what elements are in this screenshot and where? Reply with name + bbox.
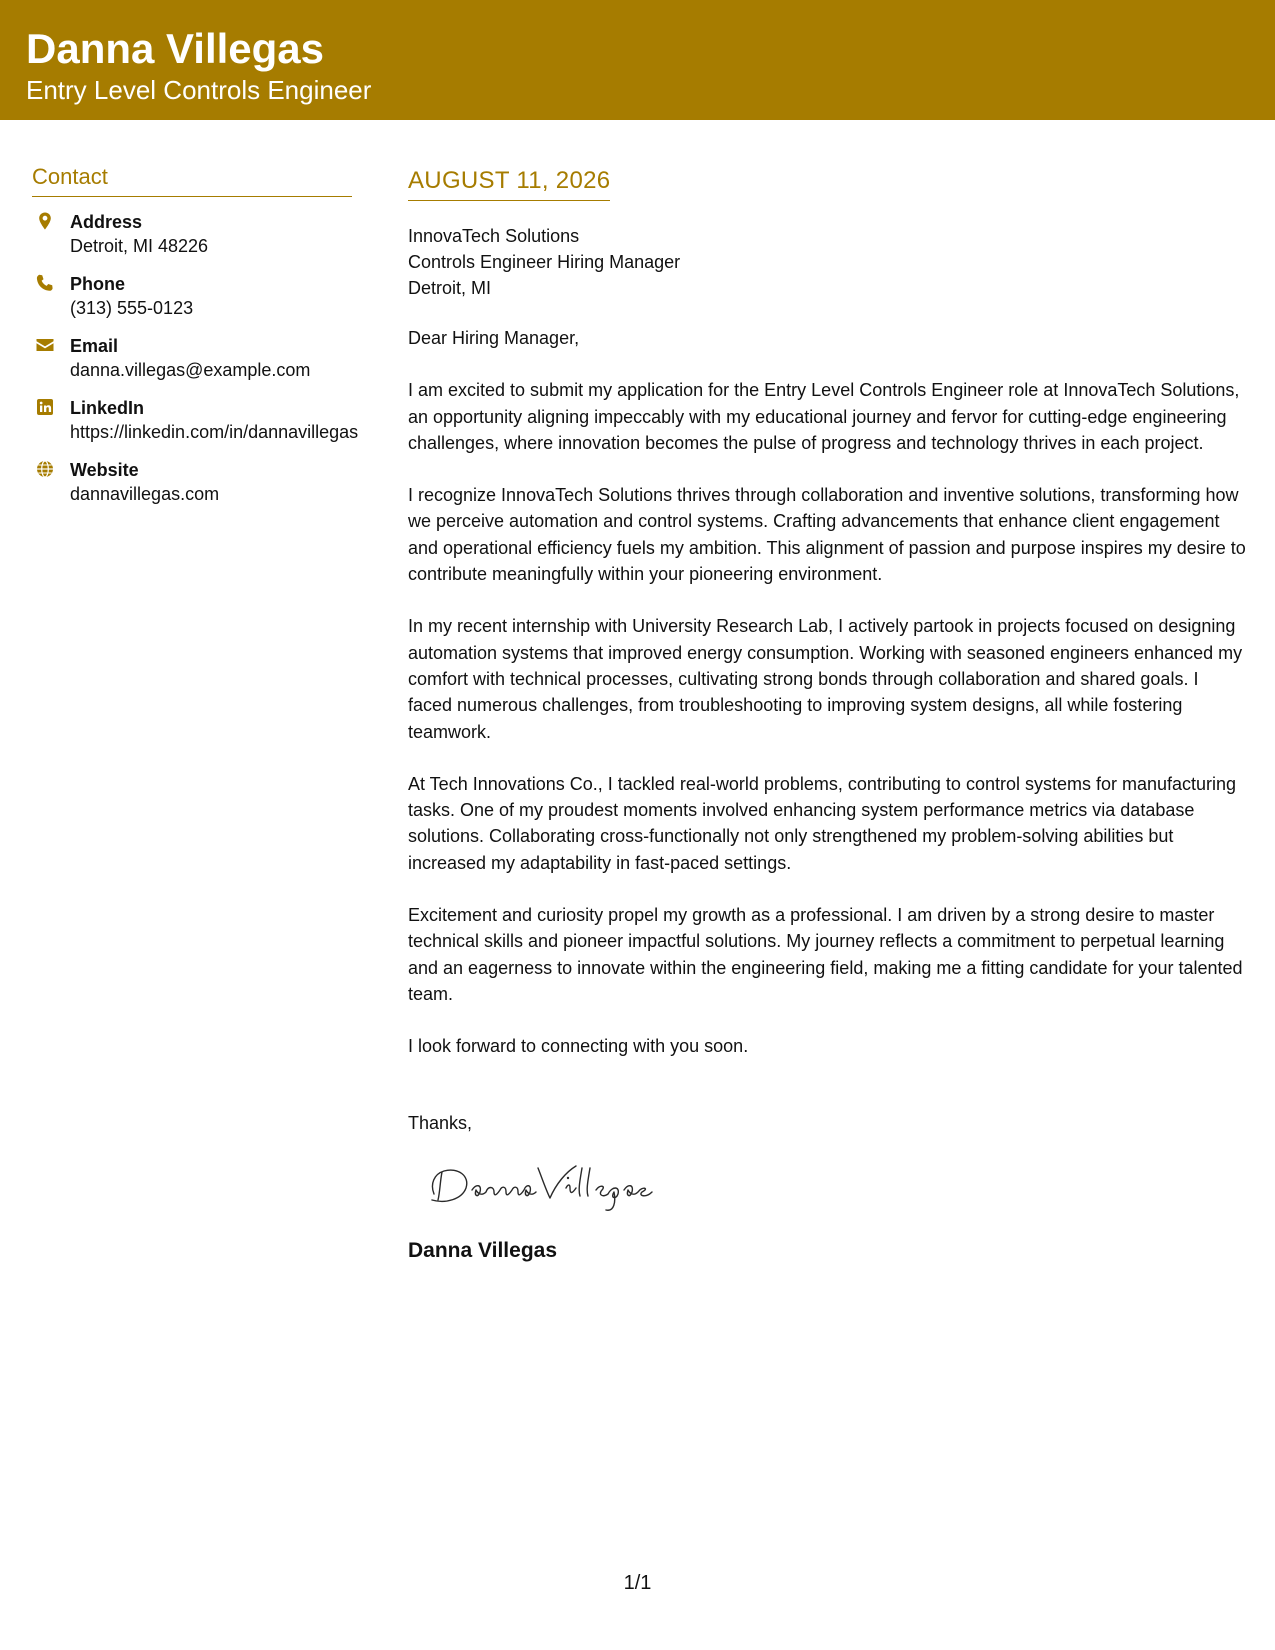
contact-value: (313) 555-0123 (70, 298, 194, 318)
page-number: 1/1 (623, 1572, 652, 1594)
linkedin-icon (35, 397, 55, 417)
contact-value: Detroit, MI 48226 (70, 236, 209, 256)
header-banner (0, 0, 1275, 120)
recipient-company: InnovaTech Solutions (408, 226, 580, 246)
contact-phone (32, 272, 352, 321)
recipient-block (408, 223, 1246, 301)
contact-label: Address (70, 212, 143, 232)
contact-section-title: Contact (32, 162, 352, 197)
contact-label: Email (70, 336, 119, 356)
contact-value: https://linkedin.com/in/dannavillegas (70, 422, 359, 442)
contact-sidebar (32, 162, 359, 507)
letter-paragraph: In my recent internship with University Research Lab, I actively partook in projects focused on designing automation systems that improved energy consumption. Working with seasoned engineers enhanced my comfort with technical processes, cultivating strong bonds through collaboration and shared goals. I faced numerous challenges, from troubleshooting to improving system designs, all while fostering teamwork. (408, 616, 1243, 742)
contact-address (32, 210, 352, 259)
phone-icon (35, 273, 55, 293)
letter-paragraph: I am excited to submit my application for the Entry Level Controls Engineer role at InnovaTech Solutions, an opportunity aligning impeccably with my educational journey and fervor for cutting-edge engineering challenges, where innovation becomes the pulse of progress and technology thrives in each project. (408, 380, 1240, 453)
contact-email (32, 334, 352, 383)
letter-paragraph: I look forward to connecting with you soon. (408, 1036, 749, 1057)
letter-date: AUGUST 11, 2026 (408, 166, 610, 201)
letter-greeting: Dear Hiring Manager, (408, 328, 580, 348)
contact-label: Phone (70, 274, 126, 294)
letter-paragraph: I recognize InnovaTech Solutions thrives through collaboration and inventive solutions, transforming how we perceive automation and control systems. Crafting advancements that enhance client engagement and operational efficiency fuels my ambition. This alignment of passion and purpose inspires my desire to contribute meaningfully within your pioneering environment. (408, 485, 1246, 585)
letter-closing: Thanks, (408, 1112, 473, 1133)
letter-paragraph: Excitement and curiosity propel my growth as a professional. I am driven by a strong desire to master technical skills and pioneer impactful solutions. My journey reflects a commitment to perpetual learning and an eagerness to innovate within the engineering field, making me a fitting candidate for your talented team. (408, 905, 1243, 1004)
contact-linkedin (32, 396, 359, 445)
globe-icon (35, 459, 55, 479)
envelope-icon (35, 335, 55, 355)
contact-value: danna.villegas@example.com (70, 360, 311, 380)
contact-label: LinkedIn (70, 398, 145, 418)
recipient-location: Detroit, MI (408, 278, 492, 298)
contact-label: Website (70, 460, 139, 480)
contact-website (32, 458, 352, 507)
signer-name: Danna Villegas (408, 1238, 558, 1262)
applicant-name: Danna Villegas (26, 25, 325, 72)
map-pin-icon (35, 211, 55, 231)
recipient-role: Controls Engineer Hiring Manager (408, 252, 681, 272)
letter-body (408, 166, 1246, 1265)
handwritten-signature (420, 1154, 660, 1214)
letter-paragraph: At Tech Innovations Co., I tackled real-world problems, contributing to control systems for manufacturing tasks. One of my proudest moments involved enhancing system performance metrics via database solutions. Collaborating cross-functionally not only strengthened my problem-solving abilities but increased my adaptability in fast-paced settings. (408, 773, 1237, 873)
contact-value: dannavillegas.com (70, 484, 220, 504)
applicant-title: Entry Level Controls Engineer (26, 75, 372, 105)
